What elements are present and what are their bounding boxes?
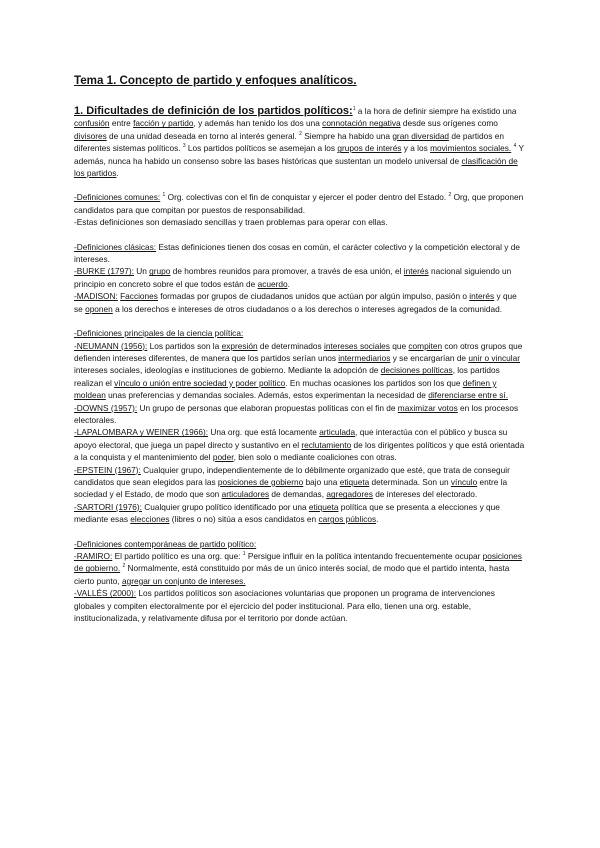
section-heading: -Definiciones contemporáneas de partido político: xyxy=(74,538,257,549)
section-heading: -Definiciones clásicas: xyxy=(74,241,157,252)
author-label: -VALLÉS (2000): xyxy=(74,588,137,599)
author-label: -LAPALOMBARA y WEINER (1966): xyxy=(74,427,209,438)
def-sartori: -SARTORI (1976): Cualquier grupo político identificado por una etiqueta política que se presenta a elecciones y que mediante esas elecciones (libres o no) sitúa a esos candidatos en cargos públicos. xyxy=(74,501,500,525)
section-clasicas: -Definiciones clásicas: Estas definiciones tienen dos cosas en común, el carácter colectivo y la competición electoral y de intereses. xyxy=(74,241,520,265)
section-heading: -Definiciones comunes: xyxy=(74,192,161,203)
section-comunes: -Definiciones comunes: $^1$ Org. colectivas con el fin de conquistar y ejercer el poder dentro del Estado. $^2$ Org, que proponen candidatos para que compitan por puestos de responsabilidad. xyxy=(74,192,524,215)
section-contemporaneas xyxy=(74,538,526,550)
author-label: -RAMIRO: xyxy=(74,551,113,561)
def-lapalombara: -LAPALOMBARA y WEINER (1966): Una org. que está locamente articulada, que interactúa con el público y busca su apoyo electoral, que juega un papel directo y sustantivo en el reclutamiento de los dirigentes políticos y que está orientada a la conquista y el mantenimiento del poder, bien solo o mediante coaliciones con otras. xyxy=(74,427,525,463)
section-heading: -Definiciones principales de la ciencia política: xyxy=(74,328,244,339)
def-neumann: -NEUMANN (1956): Los partidos son la expresión de determinados intereses sociales que compiten con otros grupos que defienden intereses diferentes, de manera que los partidos serían unos intermediarios y se encargarían de unir o vincular intereses sociales, ideologías e instituciones de gobierno. Mediante la adopción de decisiones políticas, los partidos realizan el vínculo o unión entre sociedad y poder político. En muchas ocasiones los partidos son los que definen y moldean unas preferencias y demandas sociales. Además, estos experimentan la necesidad de diferenciarse entre sí. xyxy=(74,340,523,401)
footnote-marker: 2 xyxy=(122,563,126,570)
author-label: -SARTORI (1976): xyxy=(74,501,142,512)
author-label: -EPSTEIN (1967): xyxy=(74,464,141,475)
author-label: -MADISON: xyxy=(74,291,118,302)
def-epstein: -EPSTEIN (1967): Cualquier grupo, independientemente de lo débilmente organizado que esté, que trata de conseguir candidatos que sean elegidos para las posiciones de gobierno bajo una etiqueta determinada. Son un vínculo entre la sociedad y el Estado, de modo que son articuladores de demandas, agregadores de intereses del electorado. xyxy=(74,464,510,500)
def-valles: -VALLÉS (2000): Los partidos políticos son asociaciones voluntarias que proponen un programa de intervenciones globales y compiten electoralmente por el ejercicio del poder institucional. Para ello, tienen una org. estable, institucionalizada, y relativamente difusa por el territorio por donde actúan. xyxy=(74,588,495,624)
section-heading: 1. Dificultades de definición de los partidos políticos: xyxy=(74,105,353,117)
footnote-marker: 1 xyxy=(352,106,356,113)
def-madison: -MADISON: Facciones formadas por grupos de ciudadanos unidos que actúan por algún impulso, pasión o interés y que se oponen a los derechos e intereses de otros ciudadanos o a los derechos o intereses agregados de la comunidad. xyxy=(74,291,517,314)
page-title: Tema 1. Concepto de partido y enfoques analíticos. xyxy=(74,74,357,87)
document-body xyxy=(74,74,526,624)
section-dificultades: 1. Dificultades de definición de los partidos políticos:$^1$ a la hora de definir siempre ha existido una confusión entre facción y partido, y además han tenido los dos una connotación negativa desde sus orígenes como divisores de una unidad deseada en torno al interés general. $^2$ Siempre ha habido una gran diversidad de partidos en diferentes sistemas políticos. $^3$ Los partidos políticos se asemejan a los grupos de interés y a los movimientos sociales. $^4$ Y además, nunca ha habido un consenso sobre las bases históricas que sustentan un modelo universal de clasificación de los partidos. xyxy=(74,105,524,179)
author-label: -DOWNS (1957): xyxy=(74,402,138,413)
footnote-marker: 1 xyxy=(162,192,166,199)
footnote-marker: 3 xyxy=(182,143,186,150)
footnote-marker: 2 xyxy=(299,131,302,138)
footnote-marker: 2 xyxy=(448,192,452,199)
def-ramiro: -RAMIRO: El partido político es una org. que: $^1$ Persigue influir en la política intentando frecuentemente ocupar posiciones de gobierno. $^2$ Normalmente, está constituido por más de un único interés social, de modo que el partido intenta, hasta cierto punto, agregar un conjunto de intereses. xyxy=(74,551,522,586)
def-burke: -BURKE (1797): Un grupo de hombres reunidos para promover, a través de esa unión, el interés nacional siguiendo un principio en concreto sobre el que todos están de acuerdo. xyxy=(74,266,512,289)
section-principales xyxy=(74,327,526,339)
footnote-marker: 1 xyxy=(242,551,246,558)
def-downs: -DOWNS (1957): Un grupo de personas que elaboran propuestas políticas con el fin de maximizar votos en los procesos electorales. xyxy=(74,402,519,425)
author-label: -NEUMANN (1956): xyxy=(74,340,148,351)
footnote-marker: 4 xyxy=(513,143,517,150)
author-label: -BURKE (1797): xyxy=(74,266,134,277)
comunes-note: -Estas definiciones son demasiado sencillas y traen problemas para operar con ellas. xyxy=(74,217,388,228)
